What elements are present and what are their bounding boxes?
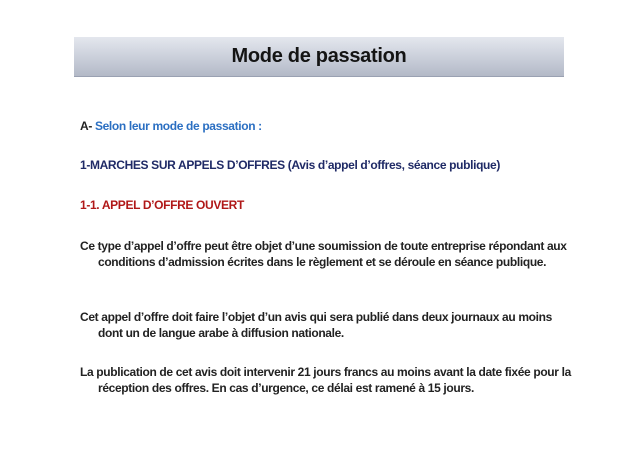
paragraph-avis-journaux: Cet appel d’offre doit faire l’objet d’un avis qui sera publié dans deux journaux au moins dont un de langue arabe à diffusion nationale. bbox=[80, 310, 552, 340]
paragraph-delai-publication: La publication de cet avis doit intervenir 21 jours francs au moins avant la date fixée pour la réception des offres. En cas d’urgence, ce délai est ramené à 15 jours. bbox=[80, 365, 571, 395]
section-a-label: Selon leur mode de passation : bbox=[94, 119, 262, 133]
heading-appels-offres: 1-MARCHES SUR APPELS D’OFFRES (Avis d’appel d’offres, séance publique) bbox=[80, 158, 501, 172]
section-a-prefix: A- bbox=[80, 119, 95, 133]
section-a-heading bbox=[80, 118, 578, 134]
heading-appel-offre-ouvert: 1-1. APPEL D’OFFRE OUVERT bbox=[80, 198, 244, 212]
slide-title: Mode de passation bbox=[231, 45, 407, 67]
paragraph-soumission: Ce type d’appel d’offre peut être objet d’une soumission de toute entreprise répondant aux conditions d’admission écrites dans le règlement et se déroule en séance publique. bbox=[80, 239, 567, 269]
slide-title-bar bbox=[74, 37, 564, 77]
